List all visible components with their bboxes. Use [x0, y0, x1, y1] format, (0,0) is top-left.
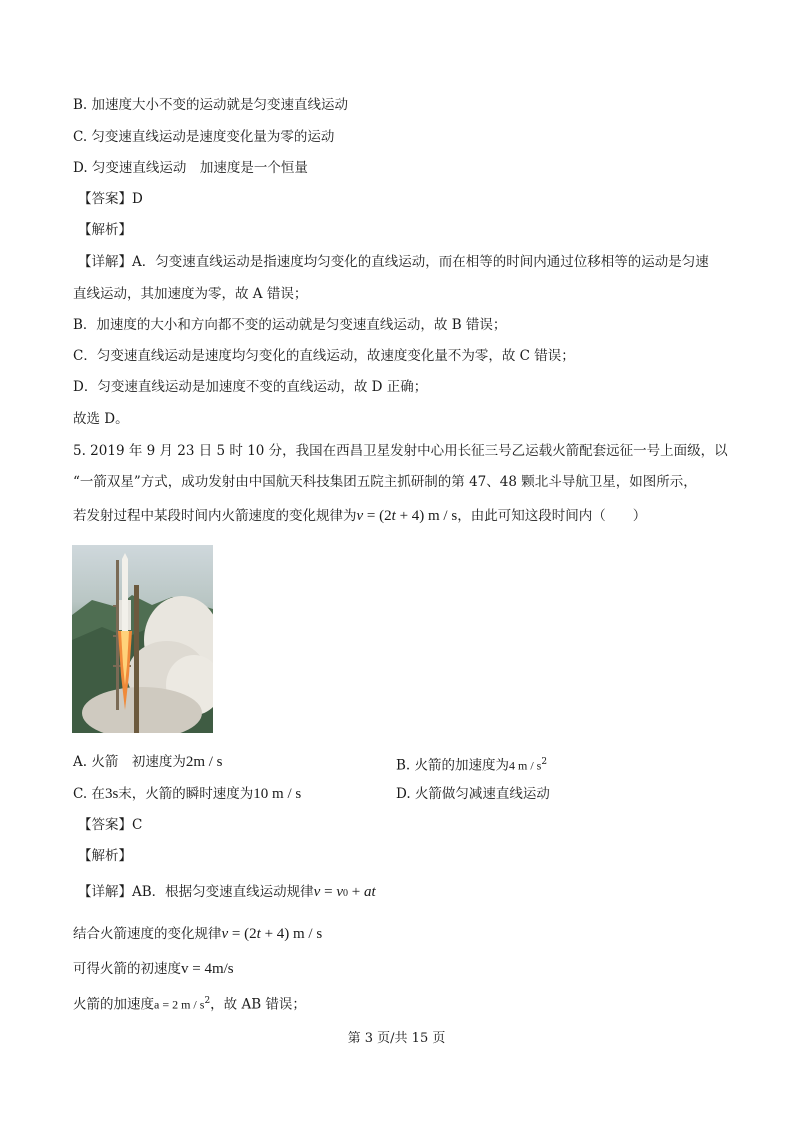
option-c-text: 末，火箭的瞬时速度为: [118, 786, 254, 802]
kinematics-formula: v = v0 + at: [313, 884, 376, 900]
detail-text: 【详解】AB．根据匀变速直线运动规律: [78, 884, 314, 900]
answer-label: 【答案】D: [78, 191, 143, 207]
option-c-2: [73, 785, 301, 803]
question-5-line: [73, 507, 646, 525]
option-a-value: 2m / s: [185, 754, 223, 770]
option-a-text: A. 火箭 初速度为: [73, 754, 186, 770]
detail-line: D．匀变速直线运动是加速度不变的直线运动，故 D 正确；: [73, 379, 428, 395]
detail-text: 火箭的加速度: [73, 996, 154, 1013]
initial-velocity: v = 4m/s: [181, 961, 234, 977]
option-b: B. 加速度大小不变的运动就是匀变速直线运动: [73, 97, 349, 113]
question-5-line: 5. 2019 年 9 月 23 日 5 时 10 分，我国在西昌卫星发射中心用长征三号乙运载火箭配套远征一号上面级，以: [73, 443, 728, 459]
rocket-launch-illustration: [72, 545, 213, 733]
question-5-line: “一箭双星”方式，成功发射由中国航天科技集团五院主抓研制的第 47、48 颗北斗导航卫星，如图所示，: [73, 474, 697, 490]
option-d: D. 匀变速直线运动 加速度是一个恒量: [73, 160, 308, 176]
choice-line: 故选 D。: [73, 411, 129, 427]
detail-line: [73, 925, 322, 943]
analysis-label: 【解析】: [78, 848, 132, 864]
detail-line: 【详解】A．匀变速直线运动是指速度均匀变化的直线运动，而在相等的时间内通过位移相等的运动是匀速: [78, 254, 709, 270]
answer-label: 【答案】C: [78, 817, 143, 833]
question-5-text: 若发射过程中某段时间内火箭速度的变化规律为: [73, 508, 357, 524]
option-c-value: 10 m / s: [253, 786, 302, 802]
option-c: C. 匀变速直线运动是速度变化量为零的运动: [73, 129, 335, 145]
acceleration-value: a = 2 m / s: [154, 997, 205, 1012]
detail-line: C．匀变速直线运动是速度均匀变化的直线运动，故速度变化量不为零，故 C 错误；: [73, 348, 575, 364]
option-c-text: C. 在: [73, 786, 105, 802]
velocity-formula: v = (2t + 4) m / s: [221, 926, 323, 942]
detail-line: B．加速度的大小和方向都不变的运动就是匀变速直线运动，故 B 错误；: [73, 317, 507, 333]
acceleration-exponent: 2: [204, 996, 211, 1006]
question-5-text: ，由此可知这段时间内（ ）: [457, 508, 647, 524]
detail-line: 直线运动，其加速度为零，故 A 错误；: [73, 286, 308, 302]
option-b-2: [396, 753, 547, 775]
detail-text: ，故 AB 错误；: [210, 996, 306, 1013]
option-b-text: B. 火箭的加速度为: [396, 757, 510, 774]
page-footer: 第 3 页/共 15 页: [347, 1031, 446, 1046]
detail-text: 结合火箭速度的变化规律: [73, 926, 222, 942]
velocity-formula: v = (2t + 4) m / s: [356, 508, 458, 524]
option-b-value: 4 m / s: [509, 758, 542, 773]
detail-line: [73, 960, 234, 978]
analysis-label: 【解析】: [78, 222, 132, 238]
option-d-2: D. 火箭做匀减速直线运动: [396, 786, 550, 802]
option-c-time: 3s: [104, 786, 119, 802]
detail-line: [73, 992, 306, 1014]
detail-line: [78, 883, 376, 903]
option-a: [73, 753, 223, 771]
option-b-exponent: 2: [541, 757, 548, 767]
detail-text: 可得火箭的初速度: [73, 961, 181, 977]
rocket-launch-photo: [72, 545, 213, 733]
